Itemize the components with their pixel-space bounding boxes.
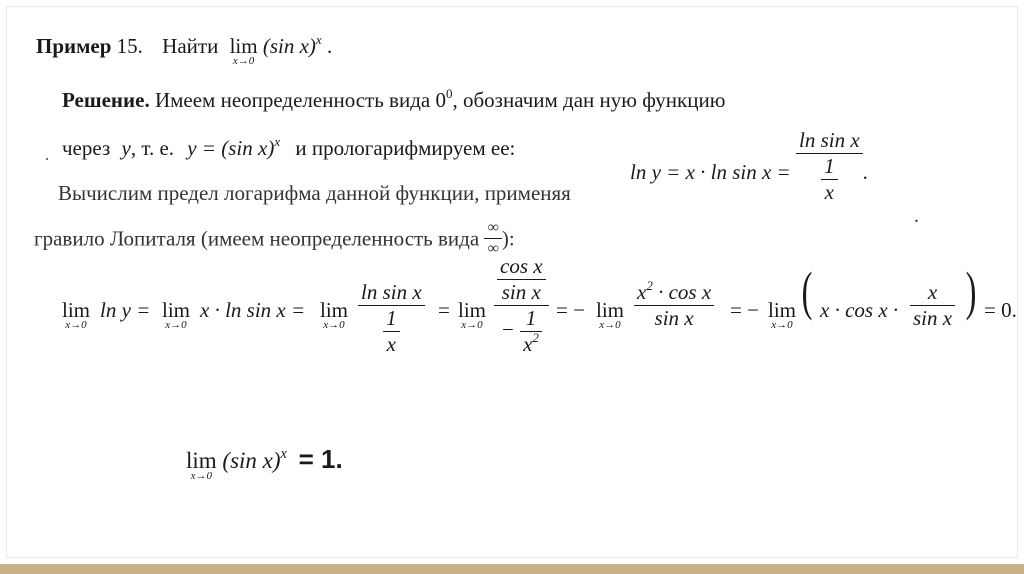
bottom-accent-bar — [0, 564, 1024, 574]
log-fraction — [796, 130, 863, 203]
log-fraction-numerator: ln sin x — [796, 130, 863, 154]
definition-expression: (sin x) — [221, 136, 275, 160]
eq-result: = 0. — [984, 298, 1017, 322]
lim-4: lim x→0 — [458, 298, 487, 331]
var-y: y — [121, 136, 131, 160]
final-exponent: x — [280, 446, 287, 463]
definition-lhs: y = — [187, 136, 222, 160]
solution-label: Решение. — [62, 88, 150, 112]
eq-fraction-3: $\frac{x^2 \cdot \cos x}{\text{sin x}}$ — [634, 282, 714, 329]
solution-text-2: , обозначим дан ную функцию — [452, 88, 726, 112]
lim-1: lim x→0 — [62, 298, 91, 331]
log-lhs: ln y = x · ln sin x = — [630, 160, 791, 185]
solution-text-4: , т. е. — [130, 136, 175, 160]
example-label: Пример — [36, 34, 112, 58]
eq-fraction-4: $\frac{x}{\text{sin x}}$ — [910, 282, 955, 329]
final-result — [186, 444, 343, 482]
final-expression: (sin x) — [222, 448, 281, 473]
lhopital-text: гравило Лопиталя (имеем неопределенность вида — [34, 226, 480, 251]
eq-fraction-1: $\frac{\text{ln sin x}}{\frac{1}{x}}$ — [358, 282, 425, 355]
zero-power: $0^0$ — [435, 85, 453, 112]
eq-term-1: x · ln sin x = — [200, 298, 306, 322]
solution-text-5: и прологарифмируем ее: — [295, 136, 516, 160]
stray-mark-left: · — [44, 149, 50, 169]
solution-line-1 — [62, 85, 726, 112]
eq-minus-1: = − — [556, 298, 585, 322]
example-number: 15. — [116, 34, 143, 58]
example-heading — [36, 31, 333, 67]
one-over-x: $\frac{1}{x}$ — [821, 156, 838, 203]
example-end: . — [326, 34, 333, 58]
eq-equals-1: = — [438, 298, 450, 322]
log-fraction-denominator — [796, 154, 863, 203]
left-paren: ( — [801, 261, 813, 321]
stray-mark-right: . — [914, 205, 919, 227]
lim-6: lim x→0 — [768, 298, 797, 331]
eq-inner: x · cos x · — [820, 298, 899, 322]
log-dot: . — [862, 160, 868, 185]
solution-line-2 — [62, 133, 516, 160]
lim-3: lim x→0 — [320, 298, 349, 331]
text-line-4 — [34, 219, 515, 259]
inf-over-inf: $\frac{\infty}{\infty}$ — [484, 220, 501, 257]
example-find: Найти — [162, 34, 219, 58]
lhopital-end: ): — [501, 226, 515, 251]
log-equation — [630, 124, 868, 204]
lim-2: lim x→0 — [162, 298, 191, 331]
example-exponent: x — [315, 31, 322, 47]
lim-final: lim x→0 — [186, 448, 217, 482]
solution-text-1: Имеем неопределенность вида — [154, 88, 431, 112]
right-paren: ) — [965, 261, 977, 321]
eq-lhs: ln y = — [100, 298, 151, 322]
definition-exponent: x — [274, 133, 281, 149]
limit-operator: lim x→0 — [229, 34, 258, 67]
lim-5: lim x→0 — [596, 298, 625, 331]
eq-minus-2: = − — [730, 298, 759, 322]
solution-text-3: через — [62, 136, 111, 160]
eq-fraction-2: $\frac{\text{cos x}}{\text{sin x}}$ − $\frac{1}{x^2}$ — [494, 256, 549, 355]
final-value: = 1. — [298, 444, 343, 474]
example-expression: (sin x) — [262, 34, 316, 58]
text-line-3: Вычислим предел логарифма данной функции, применяя — [58, 181, 571, 205]
